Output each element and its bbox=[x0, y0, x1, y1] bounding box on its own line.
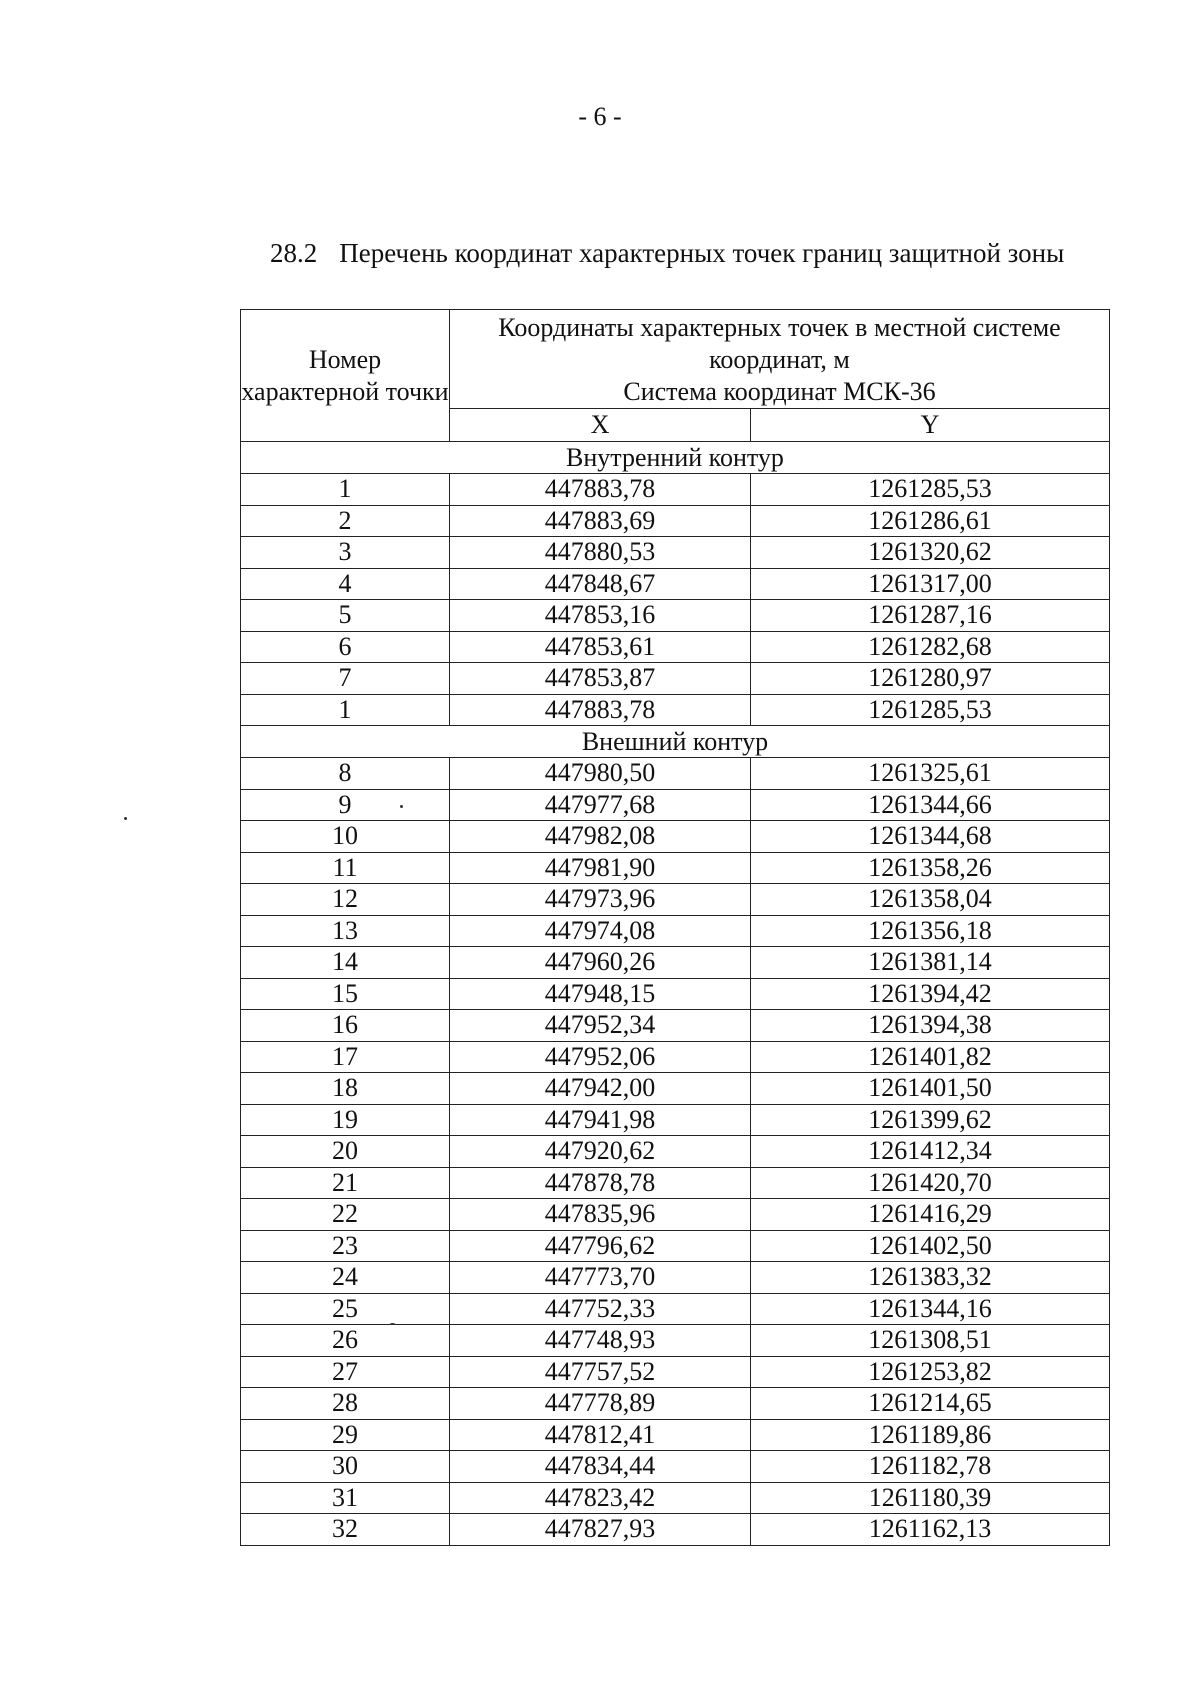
table-row bbox=[241, 1325, 1110, 1357]
point-number-cell: 29 bbox=[241, 1419, 450, 1451]
y-coordinate-cell: 1261344,16 bbox=[751, 1293, 1110, 1325]
x-coordinate-cell: 447880,53 bbox=[450, 537, 751, 569]
point-number-cell: 16 bbox=[241, 1010, 450, 1042]
y-coordinate-cell: 1261401,82 bbox=[751, 1041, 1110, 1073]
coordinates-header-line2: Система координат МСК-36 bbox=[623, 377, 936, 406]
point-number-cell: 19 bbox=[241, 1104, 450, 1136]
x-coordinate-cell: 447942,00 bbox=[450, 1073, 751, 1105]
y-coordinate-cell: 1261399,62 bbox=[751, 1104, 1110, 1136]
y-coordinate-cell: 1261287,16 bbox=[751, 600, 1110, 632]
table-row bbox=[241, 631, 1110, 663]
x-coordinate-cell: 447835,96 bbox=[450, 1199, 751, 1231]
table-row bbox=[241, 821, 1110, 853]
table-row bbox=[241, 1451, 1110, 1483]
x-coordinate-cell: 447848,67 bbox=[450, 568, 751, 600]
point-number-cell: 8 bbox=[241, 758, 450, 790]
table-row bbox=[241, 1262, 1110, 1294]
point-number-cell: 2 bbox=[241, 505, 450, 537]
table-row bbox=[241, 600, 1110, 632]
point-number-cell: 3 bbox=[241, 537, 450, 569]
x-coordinate-cell: 447982,08 bbox=[450, 821, 751, 853]
table-row bbox=[241, 915, 1110, 947]
table-row bbox=[241, 537, 1110, 569]
point-number-cell: 7 bbox=[241, 663, 450, 695]
table-row bbox=[241, 978, 1110, 1010]
table-row bbox=[241, 758, 1110, 790]
point-number-cell: 30 bbox=[241, 1451, 450, 1483]
y-coordinate-cell: 1261189,86 bbox=[751, 1419, 1110, 1451]
y-coordinate-cell: 1261182,78 bbox=[751, 1451, 1110, 1483]
x-coordinate-cell: 447974,08 bbox=[450, 915, 751, 947]
x-coordinate-cell: 447757,52 bbox=[450, 1356, 751, 1388]
table-row bbox=[241, 789, 1110, 821]
section-title: Перечень координат характерных точек границ защитной зоны bbox=[339, 238, 1065, 268]
y-coordinate-cell: 1261325,61 bbox=[751, 758, 1110, 790]
scan-speck bbox=[400, 805, 403, 808]
table-row bbox=[241, 1104, 1110, 1136]
table-row bbox=[241, 852, 1110, 884]
y-coordinate-cell: 1261416,29 bbox=[751, 1199, 1110, 1231]
table-row bbox=[241, 663, 1110, 695]
section-heading bbox=[270, 238, 1064, 269]
point-number-cell: 18 bbox=[241, 1073, 450, 1105]
x-coordinate-cell: 447748,93 bbox=[450, 1325, 751, 1357]
y-coordinate-cell: 1261162,13 bbox=[751, 1514, 1110, 1546]
x-coordinate-cell: 447920,62 bbox=[450, 1136, 751, 1168]
coordinates-header bbox=[450, 310, 1110, 409]
point-number-cell: 28 bbox=[241, 1388, 450, 1420]
scan-speck bbox=[124, 817, 127, 820]
y-coordinate-cell: 1261320,62 bbox=[751, 537, 1110, 569]
x-column-header: X bbox=[450, 409, 751, 442]
point-number-cell: 4 bbox=[241, 568, 450, 600]
y-coordinate-cell: 1261358,26 bbox=[751, 852, 1110, 884]
y-coordinate-cell: 1261344,68 bbox=[751, 821, 1110, 853]
x-coordinate-cell: 447941,98 bbox=[450, 1104, 751, 1136]
y-coordinate-cell: 1261402,50 bbox=[751, 1230, 1110, 1262]
y-coordinate-cell: 1261253,82 bbox=[751, 1356, 1110, 1388]
point-number-cell: 11 bbox=[241, 852, 450, 884]
x-coordinate-cell: 447980,50 bbox=[450, 758, 751, 790]
x-coordinate-cell: 447853,16 bbox=[450, 600, 751, 632]
table-row bbox=[241, 474, 1110, 506]
point-number-cell: 22 bbox=[241, 1199, 450, 1231]
point-number-cell: 1 bbox=[241, 694, 450, 726]
scan-speck bbox=[390, 1323, 395, 1325]
y-coordinate-cell: 1261394,38 bbox=[751, 1010, 1110, 1042]
x-coordinate-cell: 447778,89 bbox=[450, 1388, 751, 1420]
table-body bbox=[241, 442, 1110, 1546]
y-coordinate-cell: 1261383,32 bbox=[751, 1262, 1110, 1294]
y-coordinate-cell: 1261356,18 bbox=[751, 915, 1110, 947]
table-row bbox=[241, 884, 1110, 916]
x-coordinate-cell: 447773,70 bbox=[450, 1262, 751, 1294]
y-coordinate-cell: 1261412,34 bbox=[751, 1136, 1110, 1168]
table-row bbox=[241, 1199, 1110, 1231]
y-coordinate-cell: 1261358,04 bbox=[751, 884, 1110, 916]
x-coordinate-cell: 447977,68 bbox=[450, 789, 751, 821]
section-row bbox=[241, 442, 1110, 474]
x-coordinate-cell: 447883,69 bbox=[450, 505, 751, 537]
section-row bbox=[241, 726, 1110, 758]
table-row bbox=[241, 694, 1110, 726]
x-coordinate-cell: 447973,96 bbox=[450, 884, 751, 916]
point-number-cell: 14 bbox=[241, 947, 450, 979]
point-number-cell: 25 bbox=[241, 1293, 450, 1325]
point-number-cell: 9 bbox=[241, 789, 450, 821]
point-number-cell: 1 bbox=[241, 474, 450, 506]
x-coordinate-cell: 447853,87 bbox=[450, 663, 751, 695]
x-coordinate-cell: 447981,90 bbox=[450, 852, 751, 884]
coordinates-header-line1: Координаты характерных точек в местной системе координат, м bbox=[498, 313, 1061, 374]
point-number-cell: 6 bbox=[241, 631, 450, 663]
x-coordinate-cell: 447952,34 bbox=[450, 1010, 751, 1042]
point-number-cell: 20 bbox=[241, 1136, 450, 1168]
table-row bbox=[241, 1388, 1110, 1420]
section-number: 28.2 bbox=[270, 238, 318, 268]
y-coordinate-cell: 1261214,65 bbox=[751, 1388, 1110, 1420]
y-coordinate-cell: 1261280,97 bbox=[751, 663, 1110, 695]
table-row bbox=[241, 1230, 1110, 1262]
x-coordinate-cell: 447878,78 bbox=[450, 1167, 751, 1199]
table-row bbox=[241, 1293, 1110, 1325]
y-coordinate-cell: 1261317,00 bbox=[751, 568, 1110, 600]
x-coordinate-cell: 447883,78 bbox=[450, 694, 751, 726]
point-number-cell: 32 bbox=[241, 1514, 450, 1546]
point-number-header: Номер характерной точки bbox=[241, 310, 450, 442]
x-coordinate-cell: 447952,06 bbox=[450, 1041, 751, 1073]
x-coordinate-cell: 447812,41 bbox=[450, 1419, 751, 1451]
page-number: - 6 - bbox=[578, 102, 622, 131]
y-coordinate-cell: 1261285,53 bbox=[751, 474, 1110, 506]
x-coordinate-cell: 447827,93 bbox=[450, 1514, 751, 1546]
point-number-cell: 26 bbox=[241, 1325, 450, 1357]
table-row bbox=[241, 1514, 1110, 1546]
table-row bbox=[241, 947, 1110, 979]
table-row bbox=[241, 1356, 1110, 1388]
y-coordinate-cell: 1261308,51 bbox=[751, 1325, 1110, 1357]
table-row bbox=[241, 1167, 1110, 1199]
y-coordinate-cell: 1261285,53 bbox=[751, 694, 1110, 726]
point-number-cell: 13 bbox=[241, 915, 450, 947]
y-coordinate-cell: 1261344,66 bbox=[751, 789, 1110, 821]
table-row bbox=[241, 1010, 1110, 1042]
y-coordinate-cell: 1261282,68 bbox=[751, 631, 1110, 663]
table-row bbox=[241, 1136, 1110, 1168]
y-coordinate-cell: 1261394,42 bbox=[751, 978, 1110, 1010]
x-coordinate-cell: 447948,15 bbox=[450, 978, 751, 1010]
x-coordinate-cell: 447853,61 bbox=[450, 631, 751, 663]
coordinates-table bbox=[240, 309, 1110, 1546]
x-coordinate-cell: 447960,26 bbox=[450, 947, 751, 979]
x-coordinate-cell: 447752,33 bbox=[450, 1293, 751, 1325]
point-number-cell: 31 bbox=[241, 1482, 450, 1514]
point-number-cell: 23 bbox=[241, 1230, 450, 1262]
point-number-cell: 24 bbox=[241, 1262, 450, 1294]
table-row bbox=[241, 568, 1110, 600]
point-number-cell: 10 bbox=[241, 821, 450, 853]
y-column-header: Y bbox=[751, 409, 1110, 442]
x-coordinate-cell: 447796,62 bbox=[450, 1230, 751, 1262]
x-coordinate-cell: 447834,44 bbox=[450, 1451, 751, 1483]
y-coordinate-cell: 1261180,39 bbox=[751, 1482, 1110, 1514]
section-title-cell: Внутренний контур bbox=[241, 442, 1110, 474]
point-number-cell: 5 bbox=[241, 600, 450, 632]
y-coordinate-cell: 1261420,70 bbox=[751, 1167, 1110, 1199]
section-title-cell: Внешний контур bbox=[241, 726, 1110, 758]
table-row bbox=[241, 1419, 1110, 1451]
point-number-cell: 12 bbox=[241, 884, 450, 916]
point-number-cell: 21 bbox=[241, 1167, 450, 1199]
point-number-cell: 17 bbox=[241, 1041, 450, 1073]
table-row bbox=[241, 1041, 1110, 1073]
table-row bbox=[241, 505, 1110, 537]
y-coordinate-cell: 1261381,14 bbox=[751, 947, 1110, 979]
y-coordinate-cell: 1261401,50 bbox=[751, 1073, 1110, 1105]
table-row bbox=[241, 1482, 1110, 1514]
table-row bbox=[241, 1073, 1110, 1105]
y-coordinate-cell: 1261286,61 bbox=[751, 505, 1110, 537]
x-coordinate-cell: 447823,42 bbox=[450, 1482, 751, 1514]
point-number-cell: 15 bbox=[241, 978, 450, 1010]
point-number-cell: 27 bbox=[241, 1356, 450, 1388]
x-coordinate-cell: 447883,78 bbox=[450, 474, 751, 506]
